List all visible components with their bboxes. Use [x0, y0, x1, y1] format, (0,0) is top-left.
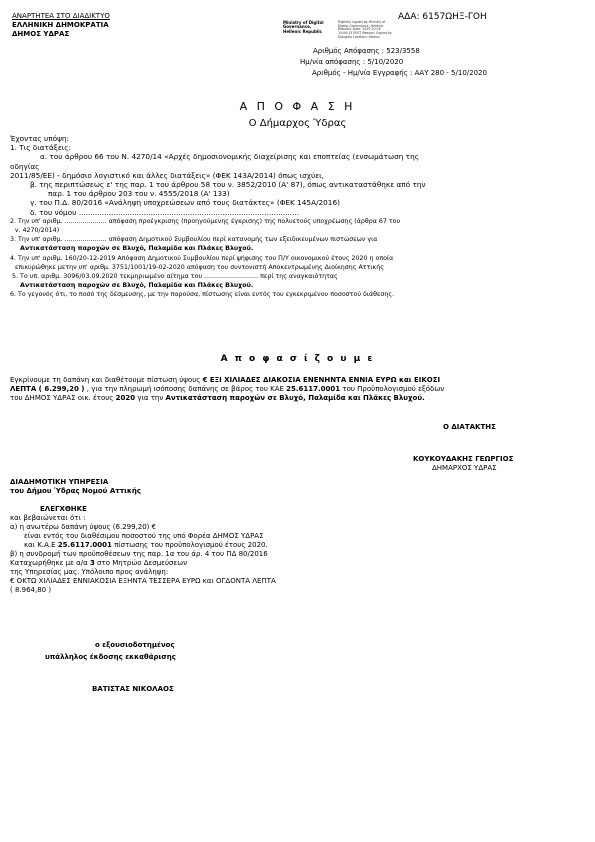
decision-date: Ημ/νία απόφασης : 5/10/2020 — [300, 58, 404, 66]
decide-heading: Α π ο φ α σ ί ζ ο υ μ ε — [220, 354, 375, 364]
republic-label: ΕΛΛΗΝΙΚΗ ΔΗΜΟΚΡΑΤΙΑ — [12, 21, 109, 29]
item-4-cont: επικυρώθηκε μετην υπ' αριθμ. 3751/1001/19-02-2020 απόφαση του συντονιστή Αποκεντρωμένης Διοίκησης Αττικής — [15, 263, 384, 271]
approval-paragraph: Εγκρίνουμε τη δαπάνη και διαθέτουμε πίστωση ύψους € ΕΞΙ ΧΙΛΙΑΔΕΣ ΔΙΑΚΟΣΙΑ ΕΝΕΝΗΝΤΑ ΕΝΝΙΑ ΕΥΡΩ και ΕΙΚΟΣΙ ΛΕΠΤΑ ( 6.299,20 ) , για την πληρωμή ισόποσης δαπάνης σε βάρος του ΚΑΕ 25.6117.0001 του Προϋπολογισμού εξόδων του ΔΗΜΟΣ ΥΔΡΑΣ οικ. έτους 2020 για την Αντικατάσταση παροχών σε Βλυχό, Παλαμίδα και Πλάκες Βλυχού. — [10, 376, 445, 402]
signer-role: Ο ΔΙΑΤΑΚΤΗΣ — [443, 423, 496, 431]
amount-words: € ΕΞΙ ΧΙΛΙΑΔΕΣ ΔΙΑΚΟΣΙΑ ΕΝΕΝΗΝΤΑ ΕΝΝΙΑ ΕΥΡΩ και ΕΙΚΟΣΙ — [202, 376, 441, 384]
service-name: ΔΙΑΔΗΜΟΤΙΚΗ ΥΠΗΡΕΣΙΑ — [10, 478, 109, 486]
service-section: ΔΙΑΔΗΜΟΤΙΚΗ ΥΠΗΡΕΣΙΑ του Δήμου Ύδρας Νομού Αττικής ΕΛΕΓΧΘΗΚΕ και βεβαιώνεται ότι : α) η ανωτέρω δαπάνη ύψους (6.299,20) € είναι εντός του διαθέσιμου ποσοστού της υπό Φορέα ΔΗΜΟΣ ΥΔΡΑΣ και Κ.Α.Ε 25.6117.0001 πίστωσης του προϋπολογισμού έτους 2020. β) η συνδρομή των προϋποθέσεων της παρ. 1α του άρ. 4 του ΠΔ 80/2016 Καταχωρήθηκε με α/α 3 στο Μητρώο Δεσμεύσεων της Υπηρεσίας μας. Υπόλοιπο προς ανάληψη: € ΟΚΤΩ ΧΙΛΙΑΔΕΣ ΕΝΝΙΑΚΟΣΙΑ ΕΞΗΝΤΑ ΤΕΣΣΕΡΑ ΕΥΡΩ και ΟΓΔΟΝΤΑ ΛΕΠΤΑ ( 8.964,80 ) — [10, 478, 590, 595]
certified-label: και βεβαιώνεται ότι : — [10, 514, 86, 522]
considerations — [10, 134, 588, 300]
item-1a-cont: οδηγίας — [10, 161, 40, 171]
decision-number: Αριθμός Απόφασης : 523/3558 — [313, 47, 420, 55]
item-5: 5. Το υπ. αριθμ. 3096/03.09.2020 τεκμηριωμένο αίτημα του ........................... περί της αναγκαιότητας — [12, 273, 338, 281]
cert-kae: 25.6117.0001 — [57, 541, 112, 549]
item-6: 6. Το γεγονός ότι, το ποσό της δέσμευσης, με την παρούσα, πίστωσης είναι εντός του εγκεκριμένου ποσοστού διάθεσης. — [10, 291, 395, 299]
amount-figure: ΛΕΠΤΑ ( 6.299,20 ) — [10, 385, 85, 393]
ada-code: ΑΔΑ: 6157ΩΗΞ-ΓΟΗ — [398, 12, 487, 22]
item-4: 4. Την υπ' αριθμ. 160/20-12-2019 Απόφαση Δημοτικού Συμβουλίου περί ψήφισης του Π/Υ οικονομικού έτους 2020 η οποία — [10, 254, 394, 262]
employee-label: υπάλληλος έκδοσης εκκαθάρισης — [45, 653, 176, 661]
remaining-words: € ΟΚΤΩ ΧΙΛΙΑΔΕΣ ΕΝΝΙΑΚΟΣΙΑ ΕΞΗΝΤΑ ΤΕΣΣΕΡΑ ΕΥΡΩ και ΟΓΔΟΝΤΑ ΛΕΠΤΑ — [10, 577, 276, 585]
municipality-label: ΔΗΜΟΣ ΥΔΡΑΣ — [12, 30, 70, 38]
item-1c: γ. του Π.Δ. 80/2016 «Ανάληψη υποχρεώσεων από τους διατάκτες» (ΦΕΚ 145Α/2016) — [30, 198, 340, 208]
cert-a1: α) η ανωτέρω δαπάνη ύψους (6.299,20) € — [10, 523, 157, 531]
considering-label: Έχοντας υπόψη: — [10, 134, 69, 143]
posted-label: ΑΝΑΡΤΗΤΕΑ ΣΤΟ ΔΙΑΔΙΚΤΥΟ — [12, 12, 110, 20]
item-3-cont: Αντικατάσταση παροχών σε Βλυχό, Παλαμίδα και Πλάκες Βλυχού. — [20, 245, 254, 253]
fiscal-year: 2020 — [115, 394, 136, 402]
employee-name: ΒΑΤΙΣΤΑΣ ΝΙΚΟΛΑΟΣ — [92, 685, 174, 693]
item-3: 3. Την υπ' αριθμ. ..................... απόφαση Δημοτικού Συμβουλίου περί κατανομής των εξειδικευμένων πιστώσεων για — [10, 236, 378, 244]
signer-title: ΔΗΜΑΡΧΟΣ ΥΔΡΑΣ — [432, 464, 497, 472]
item-1: 1. Τις διατάξεις: — [10, 143, 71, 153]
cert-a2: είναι εντός του διαθέσιμου ποσοστού της υπό Φορέα ΔΗΜΟΣ ΥΔΡΑΣ — [24, 532, 264, 540]
project-name: Αντικατάσταση παροχών σε Βλυχό, Παλαμίδα και Πλάκες Βλυχού. — [165, 394, 425, 402]
item-2-cont: ν. 4270/2014) — [15, 227, 60, 235]
kae-code: 25.6117.0001 — [286, 385, 341, 393]
item-1b: β. της περιπτώσεως ε' της παρ. 1 του άρθρου 58 του ν. 3852/2010 (Α' 87), όπως αντικαταστάθηκε από την — [30, 180, 426, 190]
checked-label: ΕΛΕΓΧΘΗΚΕ — [40, 505, 87, 513]
registry-index: 3 — [89, 559, 95, 567]
digital-signature-detail: Digitally signed by Ministry of Digital Governance, Hellenic Republic Date: 2020.10.05 10:06:13 EEST Reason: Signed by Diavgeia Location: Athens — [338, 20, 392, 39]
item-1b-cont: παρ. 1 του άρθρου 203 του ν. 4555/2018 (Α' 133) — [48, 189, 230, 199]
signer-name: ΚΟΥΚΟΥΔΑΚΗΣ ΓΕΩΡΓΙΟΣ — [413, 455, 514, 463]
item-1d: δ. του νόμου ............................................................................................... — [30, 207, 300, 217]
item-2: 2. Την υπ' αριθμ. ..................... απόφαση προέγκρισης (προηγούμενης έγκρισης) της πολυετούς υποχρέωσης (άρθρα 67 του — [10, 217, 401, 225]
service-subname: του Δήμου Ύδρας Νομού Αττικής — [10, 487, 142, 495]
digital-signature: Ministry of Digital Governance, Hellenic Republic — [283, 20, 324, 34]
item-1a-cont2: 2011/85/ΕΕ) - δημόσιο λογιστικό και άλλες διατάξεις» (ΦΕΚ 143Α/2014) όπως ισχύει, — [10, 170, 324, 180]
item-1a: α. του άρθρου 66 του Ν. 4270/14 «Αρχές δημοσιονομικής διαχείρισης και εποπτείας (ενσωμάτωση της — [40, 152, 419, 162]
document-subtitle: Ο Δήμαρχος Ύδρας — [248, 118, 347, 129]
remaining-figure: ( 8.964,80 ) — [10, 586, 52, 594]
cert-b3: της Υπηρεσίας μας. Υπόλοιπο προς ανάληψη: — [10, 568, 169, 576]
document-title: Α Π Ο Φ Α Σ Η — [239, 100, 356, 113]
cert-b1: β) η συνδρομή των προϋποθέσεων της παρ. 1α του άρ. 4 του ΠΔ 80/2016 — [10, 550, 268, 558]
item-5-cont: Αντικατάσταση παροχών σε Βλυχό, Παλαμίδα και Πλάκες Βλυχού. — [20, 282, 254, 290]
registry-number: Αριθμός - Ημ/νία Εγγραφής : ΑΑΥ 280 - 5/10/2020 — [312, 69, 487, 77]
header-block — [12, 12, 110, 39]
authorized-label: ο εξουσιοδοτημένος — [95, 641, 175, 649]
